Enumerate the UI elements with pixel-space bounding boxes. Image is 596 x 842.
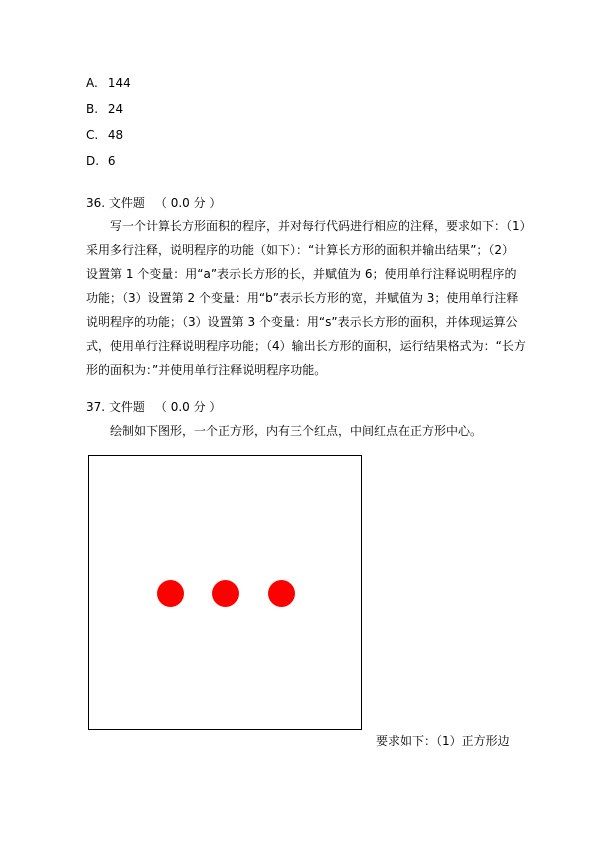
option-letter: B. — [86, 102, 99, 116]
option-c — [86, 122, 131, 148]
option-letter: C. — [86, 128, 99, 142]
option-b — [86, 96, 131, 122]
square-figure — [88, 455, 362, 730]
q37-requirement: 要求如下：（1）正方形边 — [376, 734, 510, 748]
q37-title: 37. 文件题 — [86, 400, 145, 414]
option-text: 24 — [107, 102, 124, 116]
option-d — [86, 148, 131, 174]
option-letter: D. — [86, 154, 100, 168]
q36-heading — [86, 194, 221, 211]
option-text: 6 — [107, 154, 116, 168]
q36-title: 36. 文件题 — [86, 196, 145, 210]
red-dot-left — [157, 580, 184, 607]
red-dot-right — [268, 580, 295, 607]
option-text: 144 — [107, 76, 131, 90]
q37-score: （ 0.0 分 ） — [154, 400, 222, 414]
option-a — [86, 70, 131, 96]
option-text: 48 — [107, 128, 124, 142]
q36-body — [86, 214, 526, 382]
q36-score: （ 0.0 分 ） — [154, 196, 222, 210]
q37-heading — [86, 398, 221, 415]
red-dot-center — [212, 580, 239, 607]
option-letter: A. — [86, 76, 98, 90]
q37-body — [86, 419, 526, 443]
q37-text: 绘制如下图形，一个正方形，内有三个红点，中间红点在正方形中心。 — [110, 424, 483, 438]
q36-text: 写一个计算长方形面积的程序，并对每行代码进行相应的注释，要求如下：（1）采用多行注释，说明程序的功能（如下）：“计算长方形的面积并输出结果”；（2）设置第 1 个变量：用“a”表示长方形的长，并赋值为 6；使用单行注释说明程序的功能；（3）设置第 2 个变量：用“b”表示长方形的宽，并赋值为 3；使用单行注释说明程序的功能；（3）设置第 3 个变量：用“s”表示长方形的面积，并体现运算公式，使用单行注释说明程序功能；（4）输出长方形的面积，运行结果格式为：“长方形的面积为：”并使用单行注释说明程序功能。 — [86, 219, 526, 377]
q35-options — [86, 70, 131, 174]
